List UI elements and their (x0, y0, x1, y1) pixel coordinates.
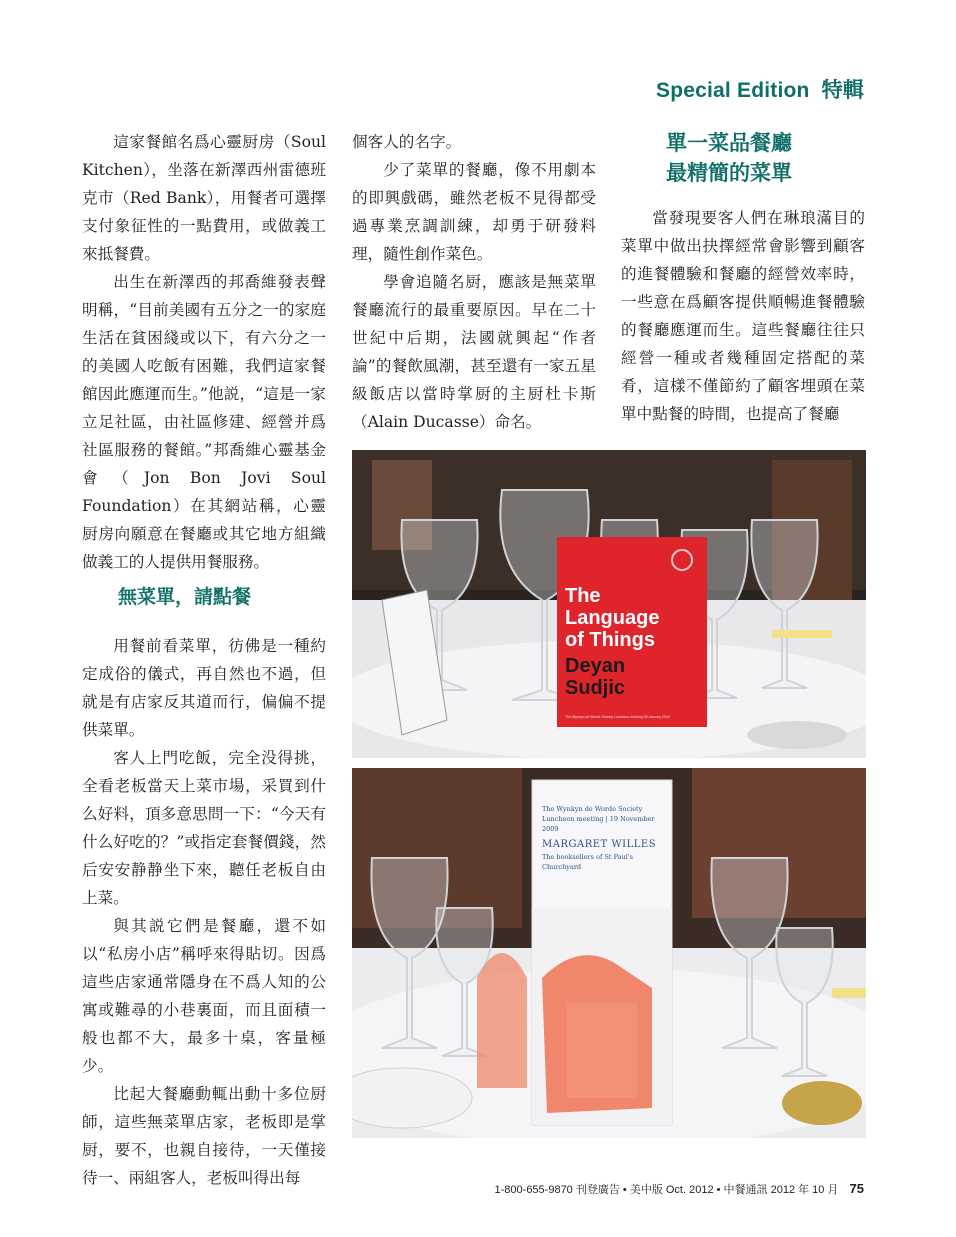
footer-text: 1-800-655-9870 刊登廣告 • 美中版 Oct. 2012 • 中餐通訊 2012 年 10 月 (494, 1184, 839, 1196)
page-footer (495, 1181, 864, 1197)
menu-card-title (565, 585, 659, 699)
subheading-no-menu: 無菜單，請點餐 (118, 586, 252, 608)
menu-card-2-text (542, 804, 670, 872)
menu-card-2-line: The Wynkyn de Worde Society (542, 805, 643, 813)
paragraph: 學會追隨名厨，應該是無菜單餐廳流行的最重要原因。早在二十世紀中后期，法國就興起“作者論”的餐飲風潮，甚至還有一家五星級飯店以當時掌厨的主厨杜卡斯（Alain Ducasse）命名。 (352, 273, 596, 431)
paragraph: 當發現要客人們在琳琅滿目的菜單中做出抉擇經常會影響到顧客的進餐體驗和餐廳的經營效率時，一些意在爲顧客提供順暢進餐體驗的餐廳應運而生。這些餐廳往往只經營一種或者幾種固定搭配的菜肴，這樣不僅節約了顧客埋頭在菜單中點餐的時間，也提高了餐廳 (621, 209, 865, 423)
photo-table-setting-2 (352, 768, 866, 1138)
menu-card-2-subtitle: The booksellers of St Paul's Churchyard (542, 853, 633, 871)
section-header-zh: 特輯 (821, 79, 864, 102)
menu-card-author-line: Deyan (565, 655, 626, 677)
paragraph: 比起大餐廳動輒出動十多位厨師，這些無菜單店家，老板即是掌厨，要不，也親自接待，一天僅接待一、兩組客人，老板叫得出每 (82, 1085, 326, 1187)
paragraph: 用餐前看菜單，彷佛是一種約定成俗的儀式，再自然也不過，但就是有店家反其道而行，偏偏不提供菜單。 (82, 637, 326, 739)
subheading-line: 單一菜品餐廳 (666, 131, 792, 155)
column-2 (352, 128, 596, 436)
column-1 (82, 128, 326, 576)
paragraph: 少了菜單的餐廳，像不用劇本的即興戲碼，雖然老板不見得都受過專業烹調訓練，却勇于研發料理，隨性創作菜色。 (352, 161, 596, 263)
section-header-en: Special Edition (656, 79, 810, 102)
paragraph: 這家餐館名爲心靈厨房（Soul Kitchen），坐落在新澤西州雷德班克市（Red Bank），用餐者可選擇支付象征性的一點費用，或做義工來抵餐費。 (82, 133, 326, 263)
page-number: 75 (849, 1181, 864, 1196)
menu-card-2-name: MARGARET WILLES (542, 839, 657, 850)
paragraph: 個客人的名字。 (352, 133, 462, 151)
menu-card-author-line: Sudjic (565, 677, 626, 699)
paragraph: 出生在新澤西的邦喬維發表聲明稱，“目前美國有五分之一的家庭生活在貧困綫或以下，有六分之一的美國人吃飯有困難，我們這家餐館因此應運而生。”他説，“這是一家立足社區，由社區修建、經營并爲社區服務的餐館。”邦喬維心靈基金會（Jon Bon Jovi Soul Foundation）在其網站稱，心靈厨房向願意在餐廳或其它地方組織做義工的人提供用餐服務。 (82, 273, 326, 571)
menu-card-title-line: Language (565, 607, 660, 629)
column-3 (621, 204, 865, 428)
menu-card-footer: The Wynkyn de Worde Society Luncheon meeting 25 January 2012 (565, 715, 670, 719)
subheading-single-dish (654, 128, 804, 188)
section-header (650, 74, 864, 104)
paragraph: 與其説它們是餐廳，還不如以“私房小店”稱呼來得貼切。因爲這些店家通常隱身在不爲人知的公寓或難尋的小巷裏面，而且面積一般也都不大，最多十桌，客量極少。 (82, 917, 326, 1075)
menu-card-title-line: The (565, 585, 601, 607)
menu-card-title-line: of Things (565, 629, 655, 651)
column-1-lower (82, 632, 326, 1192)
menu-card-2-line: Luncheon meeting | 19 November 2009 (542, 815, 655, 833)
menu-card-author (565, 655, 659, 699)
photo-table-setting-1 (352, 450, 866, 758)
paragraph: 客人上門吃飯，完全没得挑，全看老板當天上菜市場，采買到什么好料，頂多意思問一下：“今天有什么好吃的？”或指定套餐價錢，然后安安静静坐下來，聽任老板自由上菜。 (82, 749, 326, 907)
subheading-line: 最精簡的菜單 (666, 161, 792, 185)
